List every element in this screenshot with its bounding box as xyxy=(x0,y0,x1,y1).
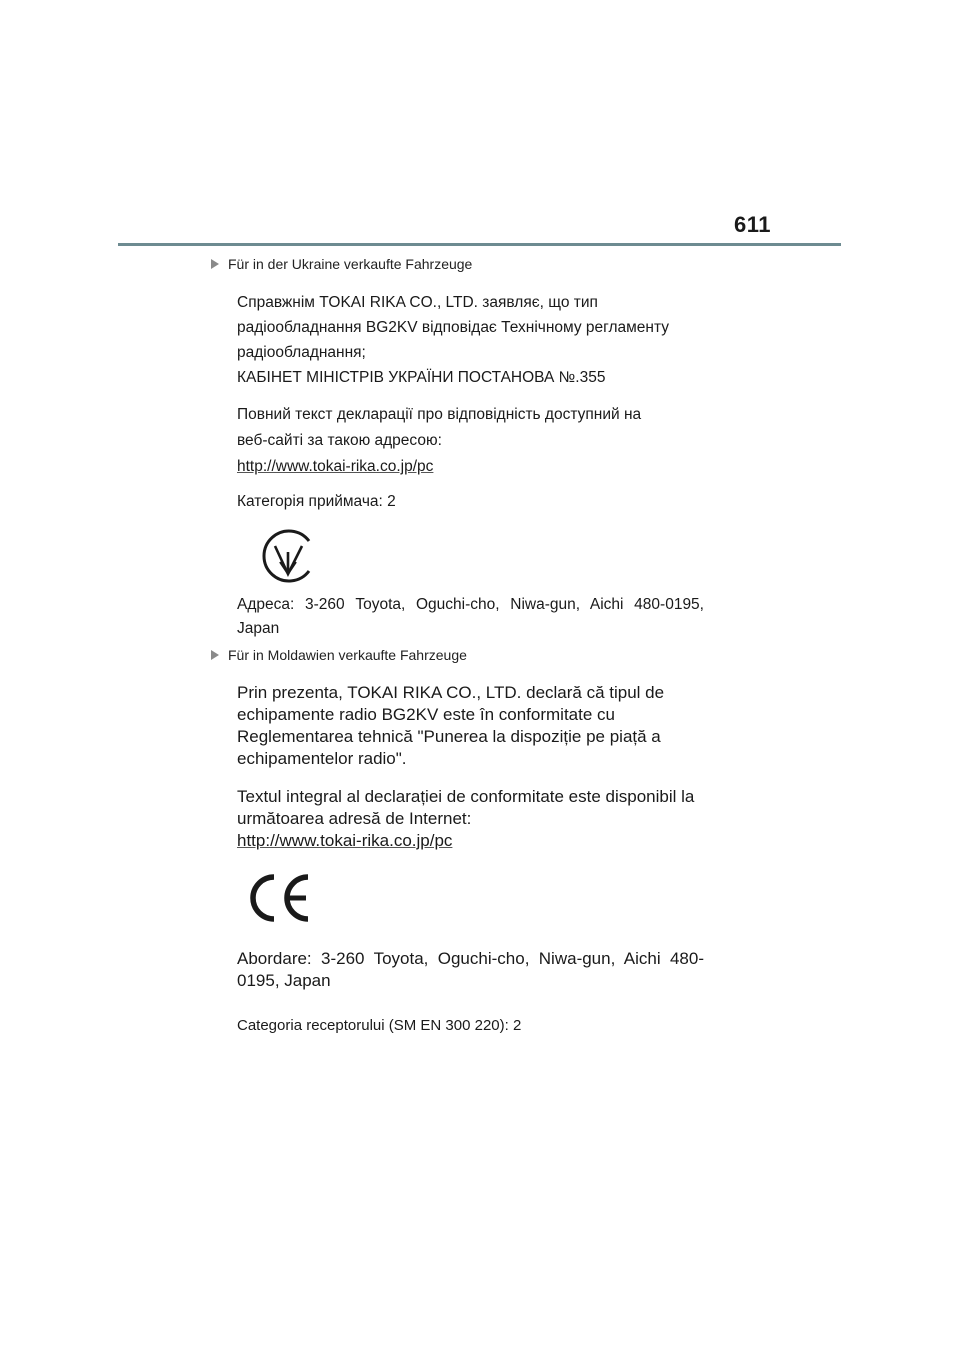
ukraine-declaration-line: радіообладнання BG2KV відповідає Технічному регламенту xyxy=(237,319,670,336)
moldova-receiver-category: Categoria receptorului (SM EN 300 220): 2 xyxy=(237,1017,522,1034)
section-heading-moldova-label: Für in Moldawien verkaufte Fahrzeuge xyxy=(228,647,467,663)
moldova-declaration xyxy=(237,682,704,770)
triangle-bullet-icon xyxy=(211,650,219,660)
ukraine-declaration-line: КАБІНЕТ МІНІСТРІВ УКРАЇНИ ПОСТАНОВА №.355 xyxy=(237,369,606,386)
ce-mark-icon xyxy=(246,874,312,922)
section-heading-ukraine xyxy=(211,256,472,272)
moldova-declaration-line: echipamentelor radio". xyxy=(237,749,407,768)
section-heading-moldova xyxy=(211,647,467,663)
moldova-url-link[interactable]: http://www.tokai-rika.co.jp/pc xyxy=(237,831,453,850)
moldova-declaration-line: Reglementarea tehnică "Punerea la dispoziție pe piață a xyxy=(237,727,661,746)
ukrainian-conformity-mark-icon xyxy=(260,528,316,584)
ukraine-fulltext-line: Повний текст декларації про відповідність доступний на xyxy=(237,406,642,423)
ukraine-fulltext xyxy=(237,402,704,480)
header-rule xyxy=(118,243,841,246)
ukraine-fulltext-line: веб-сайті за такою адресою: xyxy=(237,432,442,449)
moldova-fulltext-line: următoarea adresă de Internet: xyxy=(237,809,472,828)
moldova-address: Abordare: 3-260 Toyota, Oguchi-cho, Niwa-gun, Aichi 480-0195, Japan xyxy=(237,949,704,990)
section-heading-ukraine-label: Für in der Ukraine verkaufte Fahrzeuge xyxy=(228,256,473,272)
ukraine-url-link[interactable]: http://www.tokai-rika.co.jp/pc xyxy=(237,458,434,475)
ukraine-address: Адреса: 3-260 Toyota, Oguchi-cho, Niwa-gun, Aichi 480-0195, Japan xyxy=(237,596,704,637)
moldova-fulltext-line: Textul integral al declarației de conformitate este disponibil la xyxy=(237,787,695,806)
ukraine-receiver-category: Категорія приймача: 2 xyxy=(237,493,396,510)
ukraine-declaration xyxy=(237,290,704,390)
ukraine-declaration-line: радіообладнання; xyxy=(237,344,366,361)
moldova-declaration-line: echipamente radio BG2KV este în conformitate cu xyxy=(237,705,615,724)
moldova-declaration-line: Prin prezenta, TOKAI RIKA CO., LTD. declară că tipul de xyxy=(237,683,665,702)
page-number: 611 xyxy=(734,212,771,237)
ukraine-declaration-line: Справжнім TOKAI RIKA CO., LTD. заявляє, що тип xyxy=(237,294,598,311)
triangle-bullet-icon xyxy=(211,259,219,269)
moldova-fulltext xyxy=(237,786,704,852)
